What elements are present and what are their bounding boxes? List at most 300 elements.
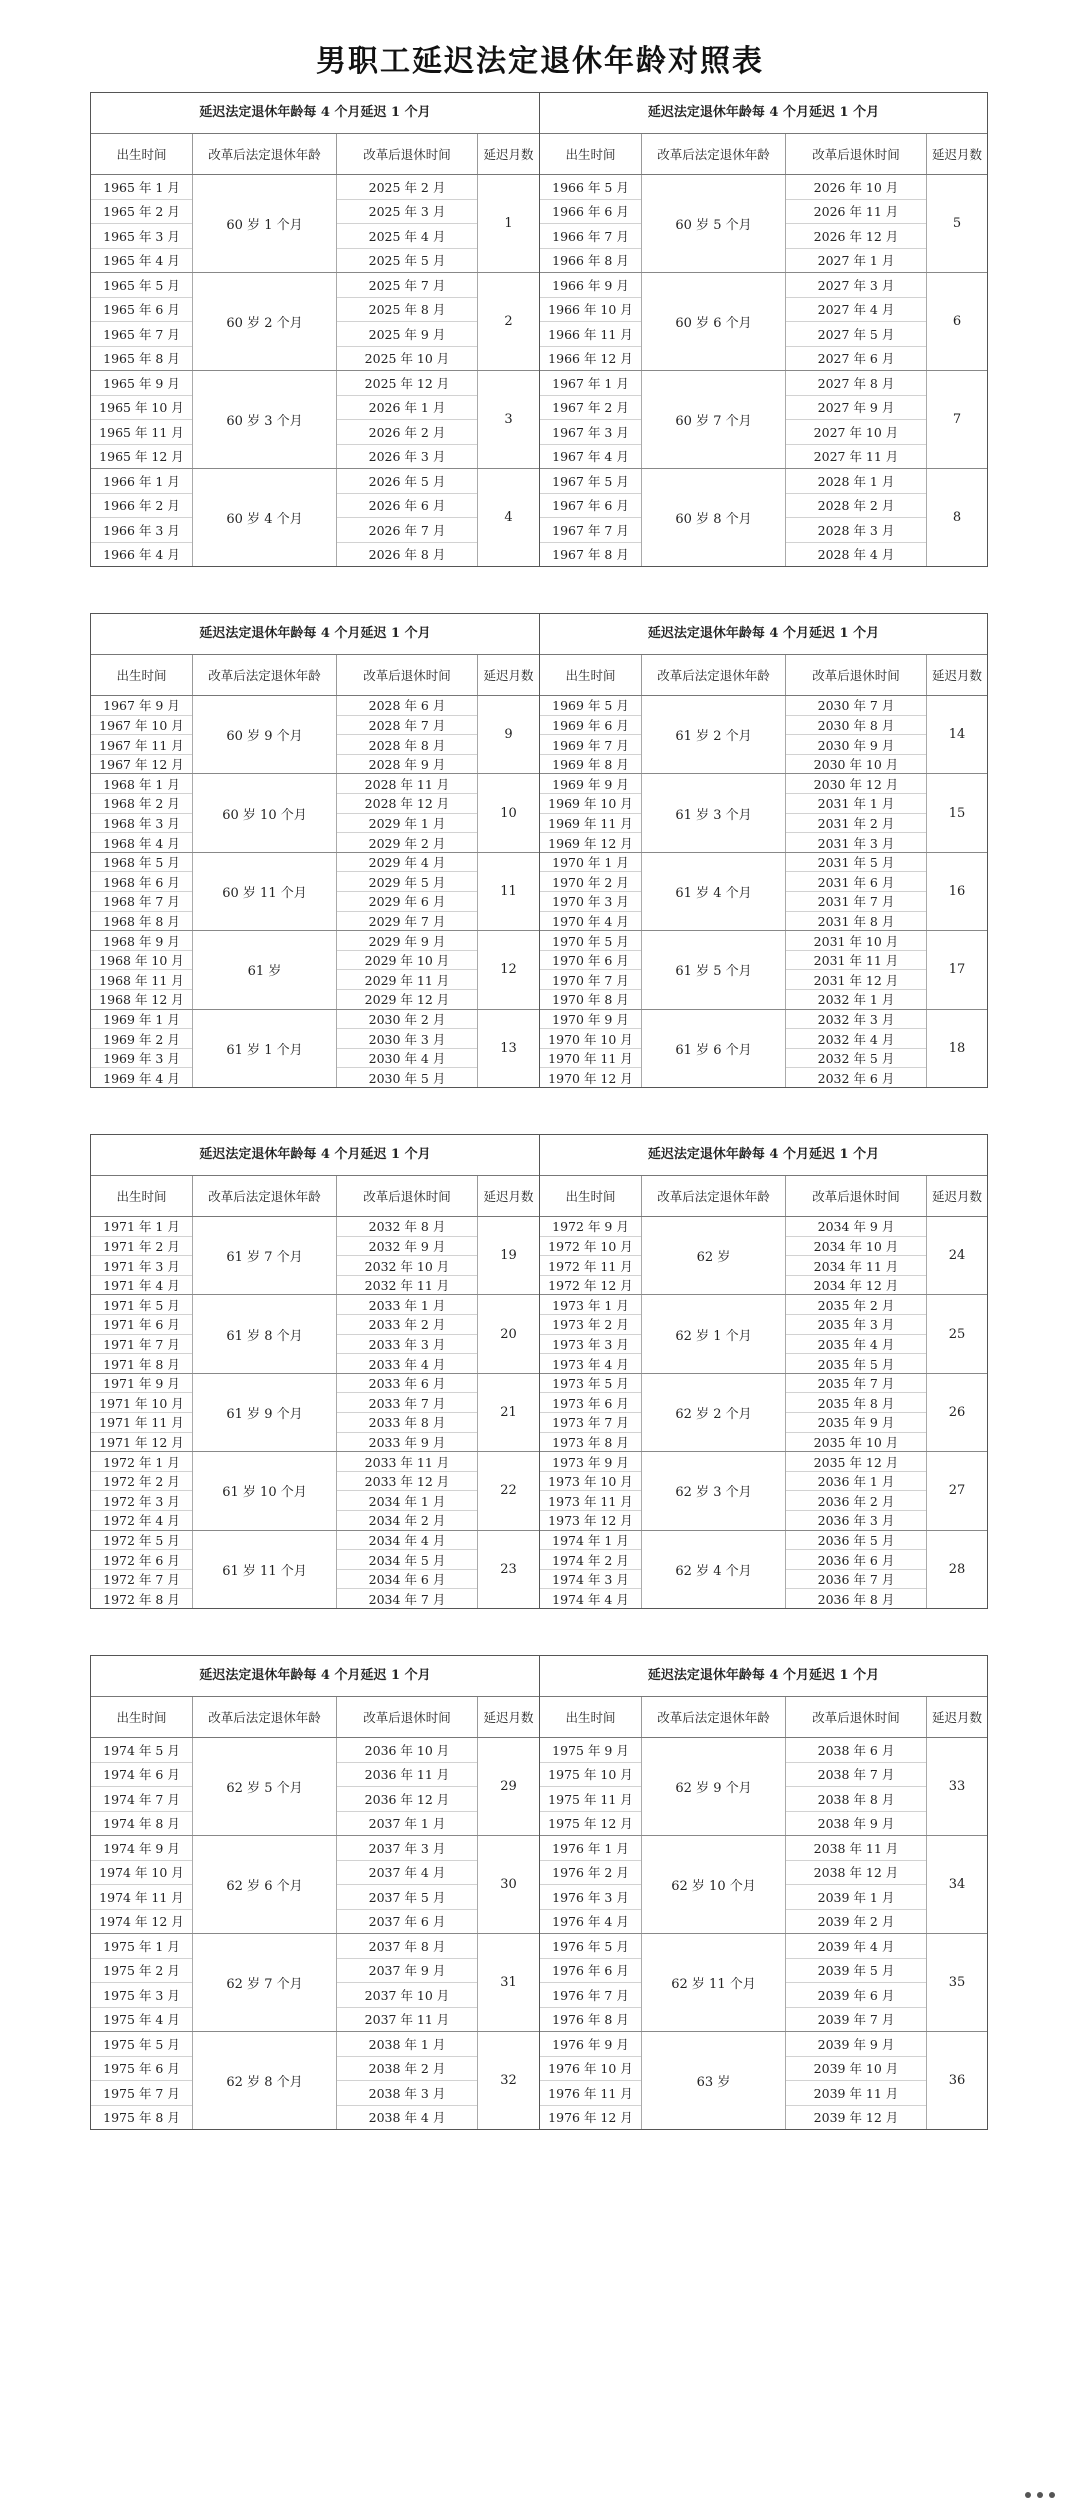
retire-column: [786, 696, 927, 773]
birth-date-cell: 1976 年 1 月: [540, 1836, 641, 1861]
header-delay: 延迟月数: [931, 147, 982, 162]
retire-date-cell: 2031 年 3 月: [817, 835, 895, 851]
retire-date-cell: 2036 年 1 月: [786, 1472, 926, 1492]
birth-date-cell: 1975 年 7 月: [91, 2081, 192, 2106]
retire-column: [337, 175, 478, 272]
delay-months-cell: 2: [504, 314, 513, 329]
retire-date-cell: 2038 年 4 月: [368, 2110, 446, 2126]
header-retire: 改革后退休时间: [337, 655, 478, 695]
header-age: 改革后法定退休年龄: [193, 1176, 337, 1216]
birth-date-cell: 1975 年 3 月: [91, 1983, 192, 2008]
retirement-age-cell: 62 岁 6 个月: [193, 1836, 337, 1933]
table-row-group: [540, 1836, 987, 1934]
retirement-age-cell: 62 岁 8 个月: [193, 2032, 337, 2129]
retire-date-cell: 2039 年 4 月: [786, 1934, 926, 1959]
retire-column: [337, 273, 478, 370]
retire-column: [786, 1010, 927, 1087]
retire-date-cell: 2037 年 6 月: [368, 1914, 446, 1930]
retire-date-cell: 2027 年 11 月: [813, 449, 899, 465]
retire-date-cell: 2027 年 3 月: [786, 273, 926, 298]
table-body: [540, 175, 987, 566]
retirement-age-cell: 60 岁 6 个月: [642, 273, 786, 370]
table-row-group: [540, 371, 987, 469]
birth-date-cell: 1973 年 9 月: [540, 1452, 641, 1472]
birth-date-cell: 1974 年 12 月: [99, 1914, 184, 1930]
birth-column: [540, 371, 642, 468]
retirement-age-cell: 60 岁 5 个月: [642, 175, 786, 272]
retire-date-cell: 2031 年 6 月: [786, 872, 926, 892]
retire-date-cell: 2038 年 12 月: [786, 1861, 926, 1886]
retire-date-cell: 2037 年 1 月: [368, 1816, 446, 1832]
birth-date-cell: 1968 年 4 月: [103, 835, 180, 851]
birth-date-cell: 1967 年 4 月: [552, 449, 629, 465]
retire-date-cell: 2033 年 3 月: [337, 1335, 477, 1355]
birth-column: [91, 1934, 193, 2031]
birth-date-cell: 1968 年 9 月: [91, 931, 192, 951]
retirement-age-cell: 60 岁 10 个月: [193, 774, 337, 851]
block-heading: 延迟法定退休年龄每 4 个月延迟 1 个月: [540, 614, 987, 655]
retire-column: [786, 774, 927, 851]
column-header-row: [540, 134, 987, 175]
table-row-group: [91, 1934, 539, 2032]
birth-date-cell: 1972 年 7 月: [91, 1570, 192, 1590]
header-retire: 改革后退休时间: [337, 1176, 478, 1216]
birth-date-cell: 1966 年 4 月: [103, 547, 180, 563]
retire-date-cell: 2029 年 10 月: [337, 951, 477, 971]
retire-date-cell: 2025 年 4 月: [337, 224, 477, 249]
birth-date-cell: 1968 年 1 月: [91, 774, 192, 794]
retire-date-cell: 2034 年 2 月: [368, 1513, 446, 1529]
retire-date-cell: 2034 年 11 月: [786, 1256, 926, 1276]
delay-months-cell: 32: [500, 2073, 517, 2088]
retire-column: [337, 774, 478, 851]
retire-column: [337, 1217, 478, 1294]
birth-column: [91, 1452, 193, 1529]
retire-date-cell: 2034 年 6 月: [337, 1570, 477, 1590]
delay-months-cell: 5: [952, 216, 962, 231]
birth-date-cell: 1973 年 4 月: [552, 1356, 629, 1372]
birth-column: [540, 1738, 642, 1835]
retire-date-cell: 2035 年 5 月: [817, 1356, 895, 1372]
delay-months-cell: 26: [948, 1405, 966, 1421]
header-delay: 延迟月数: [483, 1710, 534, 1725]
retirement-age-cell: 61 岁 7 个月: [193, 1217, 337, 1294]
retire-date-cell: 2028 年 8 月: [337, 735, 477, 755]
retire-date-cell: 2028 年 3 月: [786, 518, 926, 543]
column-header-row: [540, 1176, 987, 1217]
delay-months-cell: 33: [948, 1779, 966, 1794]
block-heading: 延迟法定退休年龄每 4 个月延迟 1 个月: [91, 614, 539, 655]
retire-date-cell: 2032 年 9 月: [337, 1237, 477, 1257]
birth-column: [540, 931, 642, 1008]
header-delay: 延迟月数: [931, 1189, 982, 1204]
birth-date-cell: 1967 年 10 月: [91, 716, 192, 736]
birth-date-cell: 1973 年 8 月: [552, 1434, 629, 1450]
retire-column: [786, 853, 927, 930]
retire-column: [337, 2032, 478, 2129]
table-body: [91, 1738, 539, 2129]
delay-months-cell: 31: [500, 1975, 517, 1990]
header-retire: 改革后退休时间: [786, 1697, 927, 1737]
retirement-age-cell: 60 岁 11 个月: [193, 853, 337, 930]
table-body: [540, 1217, 987, 1608]
table-block: [90, 1655, 988, 2130]
birth-date-cell: 1974 年 6 月: [91, 1763, 192, 1788]
birth-date-cell: 1972 年 12 月: [548, 1278, 633, 1294]
header-birth: 出生时间: [540, 1176, 642, 1216]
birth-date-cell: 1974 年 1 月: [540, 1531, 641, 1551]
retire-date-cell: 2036 年 5 月: [786, 1531, 926, 1551]
table-row-group: [540, 774, 987, 852]
birth-date-cell: 1966 年 10 月: [540, 298, 641, 323]
birth-date-cell: 1967 年 1 月: [540, 371, 641, 396]
retire-column: [786, 1295, 927, 1372]
header-age: 改革后法定退休年龄: [642, 655, 786, 695]
retirement-age-cell: 62 岁 5 个月: [193, 1738, 337, 1835]
delay-months-cell: 4: [504, 510, 513, 525]
retire-date-cell: 2026 年 7 月: [337, 518, 477, 543]
retirement-age-cell: 61 岁 4 个月: [642, 853, 786, 930]
retire-column: [786, 273, 927, 370]
table-row-group: [91, 853, 539, 931]
table-row-group: [91, 1531, 539, 1608]
more-icon[interactable]: [1020, 2484, 1060, 2506]
birth-column: [540, 469, 642, 566]
retire-column: [786, 1934, 927, 2031]
table-body: [91, 1217, 539, 1608]
birth-date-cell: 1971 年 5 月: [91, 1295, 192, 1315]
birth-date-cell: 1966 年 5 月: [540, 175, 641, 200]
birth-column: [91, 696, 193, 773]
retire-date-cell: 2026 年 11 月: [786, 200, 926, 225]
retire-date-cell: 2038 年 7 月: [786, 1763, 926, 1788]
retire-date-cell: 2029 年 4 月: [337, 853, 477, 873]
retire-date-cell: 2027 年 4 月: [786, 298, 926, 323]
birth-date-cell: 1974 年 5 月: [91, 1738, 192, 1763]
table-row-group: [91, 696, 539, 774]
birth-date-cell: 1970 年 8 月: [552, 992, 629, 1008]
retire-date-cell: 2037 年 9 月: [337, 1959, 477, 1984]
birth-date-cell: 1975 年 11 月: [540, 1787, 641, 1812]
table-block: [90, 1134, 988, 1609]
table-row-group: [91, 1295, 539, 1373]
birth-date-cell: 1972 年 4 月: [103, 1513, 180, 1529]
delay-months-cell: 6: [952, 314, 962, 329]
retire-column: [337, 1374, 478, 1451]
delay-months-cell: 27: [948, 1483, 966, 1499]
birth-date-cell: 1968 年 2 月: [91, 794, 192, 814]
birth-date-cell: 1973 年 12 月: [548, 1513, 633, 1529]
birth-date-cell: 1974 年 4 月: [552, 1591, 629, 1607]
birth-column: [91, 774, 193, 851]
header-retire: 改革后退休时间: [337, 1697, 478, 1737]
birth-column: [540, 175, 642, 272]
birth-date-cell: 1976 年 11 月: [540, 2081, 641, 2106]
block-heading: 延迟法定退休年龄每 4 个月延迟 1 个月: [540, 1656, 987, 1697]
birth-date-cell: 1975 年 2 月: [91, 1959, 192, 1984]
retire-date-cell: 2035 年 9 月: [786, 1413, 926, 1433]
retire-column: [337, 1010, 478, 1087]
retire-date-cell: 2031 年 12 月: [786, 970, 926, 990]
birth-date-cell: 1969 年 8 月: [552, 757, 629, 773]
retire-date-cell: 2034 年 9 月: [786, 1217, 926, 1237]
delay-months-cell: 10: [500, 805, 517, 821]
retire-date-cell: 2031 年 1 月: [786, 794, 926, 814]
delay-months-cell: 22: [500, 1483, 517, 1499]
retirement-age-cell: 60 岁 3 个月: [193, 371, 337, 468]
retire-date-cell: 2038 年 3 月: [337, 2081, 477, 2106]
retire-date-cell: 2034 年 7 月: [368, 1591, 446, 1607]
retire-date-cell: 2036 年 12 月: [337, 1787, 477, 1812]
birth-column: [91, 2032, 193, 2129]
birth-column: [540, 853, 642, 930]
table-row-group: [540, 1295, 987, 1373]
retire-date-cell: 2033 年 11 月: [337, 1452, 477, 1472]
birth-date-cell: 1965 年 4 月: [103, 253, 180, 269]
retire-date-cell: 2033 年 1 月: [337, 1295, 477, 1315]
birth-column: [540, 696, 642, 773]
birth-date-cell: 1975 年 1 月: [91, 1934, 192, 1959]
birth-date-cell: 1965 年 8 月: [103, 351, 180, 367]
birth-date-cell: 1972 年 1 月: [91, 1452, 192, 1472]
retirement-age-cell: 62 岁 2 个月: [642, 1374, 786, 1451]
retire-date-cell: 2030 年 8 月: [786, 716, 926, 736]
birth-date-cell: 1968 年 6 月: [91, 872, 192, 892]
table-row-group: [91, 1738, 539, 1836]
birth-column: [540, 273, 642, 370]
birth-date-cell: 1969 年 9 月: [540, 774, 641, 794]
birth-date-cell: 1966 年 6 月: [540, 200, 641, 225]
header-retire: 改革后退休时间: [786, 655, 927, 695]
birth-date-cell: 1969 年 7 月: [540, 735, 641, 755]
retire-date-cell: 2029 年 9 月: [337, 931, 477, 951]
retire-date-cell: 2036 年 2 月: [786, 1491, 926, 1511]
delay-months-cell: 28: [948, 1561, 966, 1577]
birth-date-cell: 1968 年 5 月: [91, 853, 192, 873]
retire-date-cell: 2033 年 9 月: [368, 1434, 446, 1450]
header-delay: 延迟月数: [931, 1710, 982, 1725]
retire-date-cell: 2036 年 11 月: [337, 1763, 477, 1788]
retire-date-cell: 2031 年 2 月: [786, 814, 926, 834]
retirement-age-cell: 62 岁 11 个月: [642, 1934, 786, 2031]
retire-date-cell: 2030 年 5 月: [368, 1070, 446, 1086]
table-row-group: [91, 1374, 539, 1452]
header-age: 改革后法定退休年龄: [642, 1697, 786, 1737]
header-retire: 改革后退休时间: [786, 1176, 927, 1216]
birth-date-cell: 1972 年 2 月: [91, 1472, 192, 1492]
birth-date-cell: 1975 年 8 月: [103, 2110, 180, 2126]
retire-date-cell: 2032 年 1 月: [817, 992, 895, 1008]
retirement-age-cell: 60 岁 9 个月: [193, 696, 337, 773]
retire-date-cell: 2026 年 1 月: [337, 396, 477, 421]
table-block: [90, 92, 988, 567]
birth-date-cell: 1971 年 11 月: [91, 1413, 192, 1433]
retire-date-cell: 2028 年 12 月: [337, 794, 477, 814]
delay-months-cell: 18: [948, 1040, 966, 1056]
birth-date-cell: 1969 年 3 月: [91, 1049, 192, 1069]
delay-months-cell: 23: [500, 1561, 517, 1577]
retire-date-cell: 2035 年 2 月: [786, 1295, 926, 1315]
retirement-age-cell: 62 岁 1 个月: [642, 1295, 786, 1372]
delay-months-cell: 21: [500, 1405, 517, 1421]
retire-date-cell: 2033 年 12 月: [337, 1472, 477, 1492]
retire-date-cell: 2032 年 10 月: [337, 1256, 477, 1276]
retirement-age-cell: 60 岁 7 个月: [642, 371, 786, 468]
retire-date-cell: 2031 年 11 月: [786, 951, 926, 971]
retire-column: [786, 1738, 927, 1835]
retirement-age-cell: 61 岁 8 个月: [193, 1295, 337, 1372]
retire-date-cell: 2032 年 3 月: [786, 1010, 926, 1030]
retirement-age-cell: 61 岁 11 个月: [193, 1531, 337, 1608]
birth-date-cell: 1973 年 6 月: [540, 1393, 641, 1413]
birth-date-cell: 1975 年 12 月: [548, 1816, 633, 1832]
birth-column: [540, 774, 642, 851]
retire-date-cell: 2027 年 1 月: [817, 253, 895, 269]
retire-column: [786, 1217, 927, 1294]
birth-column: [540, 1374, 642, 1451]
retire-date-cell: 2030 年 10 月: [813, 757, 899, 773]
birth-date-cell: 1969 年 4 月: [103, 1070, 180, 1086]
birth-date-cell: 1974 年 2 月: [540, 1550, 641, 1570]
birth-date-cell: 1967 年 6 月: [540, 494, 641, 519]
retire-date-cell: 2029 年 2 月: [368, 835, 446, 851]
retire-date-cell: 2029 年 12 月: [364, 992, 450, 1008]
retire-date-cell: 2025 年 3 月: [337, 200, 477, 225]
birth-column: [91, 175, 193, 272]
delay-months-cell: 14: [948, 727, 966, 743]
retire-date-cell: 2031 年 7 月: [786, 892, 926, 912]
birth-column: [540, 1531, 642, 1608]
delay-months-cell: 15: [948, 805, 966, 821]
birth-date-cell: 1972 年 10 月: [540, 1237, 641, 1257]
retire-date-cell: 2037 年 4 月: [337, 1861, 477, 1886]
table-row-group: [91, 774, 539, 852]
birth-date-cell: 1974 年 10 月: [91, 1861, 192, 1886]
delay-months-cell: 20: [500, 1326, 517, 1342]
birth-date-cell: 1971 年 1 月: [91, 1217, 192, 1237]
retire-date-cell: 2033 年 2 月: [337, 1315, 477, 1335]
table-row-group: [540, 696, 987, 774]
table-row-group: [91, 1452, 539, 1530]
birth-date-cell: 1965 年 10 月: [91, 396, 192, 421]
birth-date-cell: 1967 年 3 月: [540, 420, 641, 445]
retire-date-cell: 2028 年 2 月: [786, 494, 926, 519]
retire-date-cell: 2035 年 7 月: [786, 1374, 926, 1394]
table-row-group: [91, 2032, 539, 2129]
table-row-group: [91, 1010, 539, 1087]
table-half: [539, 614, 987, 1087]
delay-months-cell: 7: [952, 412, 962, 427]
birth-date-cell: 1976 年 5 月: [540, 1934, 641, 1959]
delay-months-cell: 3: [504, 412, 513, 427]
birth-date-cell: 1972 年 5 月: [91, 1531, 192, 1551]
retire-date-cell: 2026 年 6 月: [337, 494, 477, 519]
birth-date-cell: 1973 年 3 月: [540, 1335, 641, 1355]
retire-date-cell: 2037 年 8 月: [337, 1934, 477, 1959]
retire-date-cell: 2028 年 7 月: [337, 716, 477, 736]
retire-date-cell: 2035 年 4 月: [786, 1335, 926, 1355]
retire-date-cell: 2032 年 4 月: [786, 1029, 926, 1049]
birth-date-cell: 1975 年 9 月: [540, 1738, 641, 1763]
retire-date-cell: 2027 年 10 月: [786, 420, 926, 445]
column-header-row: [91, 134, 539, 175]
delay-months-cell: 16: [948, 884, 966, 900]
retire-date-cell: 2027 年 8 月: [786, 371, 926, 396]
table-half: [539, 1656, 987, 2129]
header-age: 改革后法定退休年龄: [642, 134, 786, 174]
birth-column: [91, 1217, 193, 1294]
birth-date-cell: 1975 年 4 月: [103, 2012, 180, 2028]
table-row-group: [540, 1934, 987, 2032]
retire-date-cell: 2025 年 2 月: [337, 175, 477, 200]
header-birth: 出生时间: [91, 655, 193, 695]
retire-date-cell: 2032 年 8 月: [337, 1217, 477, 1237]
retirement-age-cell: 62 岁 7 个月: [193, 1934, 337, 2031]
table-row-group: [540, 1374, 987, 1452]
retire-column: [786, 371, 927, 468]
header-delay: 延迟月数: [931, 668, 982, 683]
header-age: 改革后法定退休年龄: [642, 1176, 786, 1216]
table-row-group: [91, 1217, 539, 1295]
table-row-group: [91, 371, 539, 469]
retire-date-cell: 2037 年 5 月: [337, 1885, 477, 1910]
block-heading: 延迟法定退休年龄每 4 个月延迟 1 个月: [91, 1135, 539, 1176]
retire-column: [337, 371, 478, 468]
column-header-row: [91, 1176, 539, 1217]
retire-date-cell: 2039 年 11 月: [786, 2081, 926, 2106]
block-heading: 延迟法定退休年龄每 4 个月延迟 1 个月: [540, 93, 987, 134]
retire-date-cell: 2030 年 3 月: [337, 1029, 477, 1049]
birth-column: [540, 1010, 642, 1087]
birth-column: [540, 1836, 642, 1933]
birth-date-cell: 1967 年 8 月: [552, 547, 629, 563]
table-half: [91, 1656, 539, 2129]
retire-date-cell: 2034 年 12 月: [813, 1278, 899, 1294]
birth-column: [91, 469, 193, 566]
retire-column: [337, 1295, 478, 1372]
birth-column: [91, 1531, 193, 1608]
retire-column: [786, 1452, 927, 1529]
retire-column: [337, 1531, 478, 1608]
birth-date-cell: 1974 年 11 月: [91, 1885, 192, 1910]
birth-date-cell: 1965 年 7 月: [91, 322, 192, 347]
delay-months-cell: 8: [952, 510, 962, 525]
retire-date-cell: 2036 年 10 月: [337, 1738, 477, 1763]
birth-date-cell: 1970 年 11 月: [540, 1049, 641, 1069]
retire-date-cell: 2036 年 8 月: [817, 1591, 895, 1607]
birth-date-cell: 1967 年 9 月: [91, 696, 192, 716]
birth-date-cell: 1976 年 9 月: [540, 2032, 641, 2057]
retire-column: [786, 469, 927, 566]
retirement-age-cell: 62 岁: [642, 1217, 786, 1294]
retire-date-cell: 2026 年 10 月: [786, 175, 926, 200]
retire-date-cell: 2038 年 9 月: [817, 1816, 895, 1832]
birth-column: [540, 1452, 642, 1529]
retire-date-cell: 2025 年 5 月: [368, 253, 446, 269]
birth-date-cell: 1970 年 4 月: [552, 913, 629, 929]
birth-date-cell: 1971 年 3 月: [91, 1256, 192, 1276]
column-header-row: [91, 1697, 539, 1738]
table-body: [91, 175, 539, 566]
retire-date-cell: 2030 年 4 月: [337, 1049, 477, 1069]
birth-date-cell: 1975 年 6 月: [91, 2057, 192, 2082]
birth-date-cell: 1972 年 8 月: [103, 1591, 180, 1607]
birth-date-cell: 1969 年 12 月: [548, 835, 633, 851]
header-retire: 改革后退休时间: [337, 134, 478, 174]
retire-date-cell: 2033 年 7 月: [337, 1393, 477, 1413]
birth-date-cell: 1966 年 1 月: [91, 469, 192, 494]
birth-date-cell: 1966 年 11 月: [540, 322, 641, 347]
